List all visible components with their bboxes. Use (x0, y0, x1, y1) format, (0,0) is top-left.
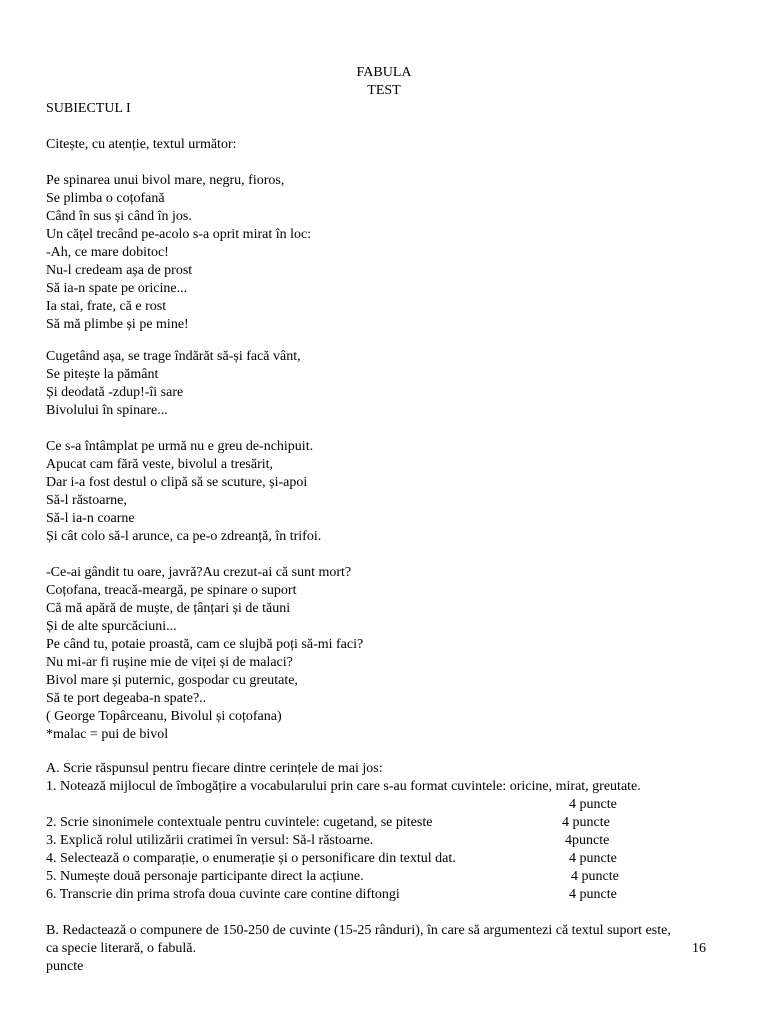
section-heading (46, 100, 736, 118)
poem-line: Să mă plimbe și pe mine! (46, 317, 189, 332)
task-item-6: 6. Transcrie din prima strofa doua cuvinte care contine diftongi (46, 887, 400, 902)
instruction (46, 136, 736, 154)
poem-line: Să-l ia-n coarne (46, 511, 135, 526)
poem-line: Bivolului în spinare... (46, 403, 168, 418)
poem-line: Că mă apără de muște, de țânțari și de tăuni (46, 601, 291, 616)
document-title: FABULA (356, 65, 412, 80)
section-b-line-2: ca specie literară, o fabulă. (46, 941, 197, 956)
section-b-points-word: puncte (46, 959, 84, 974)
task-item-3: 3. Explică rolul utilizării cratimei în versul: Să-l răstoarne. (46, 833, 374, 848)
task-points-3: 4puncte (565, 833, 610, 848)
poem-line: Nu mi-ar fi rușine mie de viței și de malaci? (46, 655, 293, 670)
poem-line: -Ce-ai gândit tu oare, javră?Au crezut-ai că sunt mort? (46, 565, 352, 580)
task-item-6-row (46, 886, 736, 904)
poem-stanza-3 (46, 438, 736, 546)
poem-stanza-4 (46, 564, 736, 744)
task-item-4-row (46, 850, 736, 868)
poem-source: ( George Topârceanu, Bivolul și coțofana) (46, 709, 282, 724)
poem-line: Bivol mare și puternic, gospodar cu greutate, (46, 673, 298, 688)
poem-line: Se plimba o coțofană (46, 191, 165, 206)
document-subtitle: TEST (367, 83, 401, 98)
poem-line: Pe spinarea unui bivol mare, negru, fioros, (46, 173, 285, 188)
task-item-5-row (46, 868, 736, 886)
task-item-5: 5. Numește două personaje participante direct la acțiune. (46, 869, 364, 884)
poem-line: Dar i-a fost destul o clipă să se scuture, și-apoi (46, 475, 308, 490)
task-points-6: 4 puncte (569, 887, 617, 902)
poem-line: Nu-l credeam așa de prost (46, 263, 193, 278)
poem-line: Ia stai, frate, că e rost (46, 299, 167, 314)
poem-line: -Ah, ce mare dobitoc! (46, 245, 169, 260)
task-item-1: 1. Notează mijlocul de îmbogățire a vocabularului prin care s-au format cuvintele: oricine, mirat, greutate. (46, 779, 641, 794)
section-b-points-number: 16 (692, 941, 706, 956)
section-b (46, 922, 761, 976)
section-a (46, 760, 736, 796)
task-item-4: 4. Selectează o comparație, o enumerație și o personificare din textul dat. (46, 851, 456, 866)
task-points-5: 4 puncte (571, 869, 619, 884)
task-points-1: 4 puncte (569, 797, 617, 812)
task-item-2: 2. Scrie sinonimele contextuale pentru cuvintele: cugetand, se piteste (46, 815, 433, 830)
poem-stanza-1 (46, 172, 736, 334)
poem-line: Să te port degeaba-n spate?.. (46, 691, 207, 706)
instruction-text: Citește, cu atenție, textul următor: (46, 137, 237, 152)
poem-line: Să-l răstoarne, (46, 493, 127, 508)
poem-line: Coțofana, treacă-meargă, pe spinare o suport (46, 583, 297, 598)
poem-line: Apucat cam fără veste, bivolul a tresărit, (46, 457, 274, 472)
glossary-note: *malac = pui de bivol (46, 727, 169, 742)
poem-line: Ce s-a întâmplat pe urmă nu e greu de-nchipuit. (46, 439, 314, 454)
poem-stanza-2 (46, 348, 736, 420)
poem-line: Și deodată -zdup!-îi sare (46, 385, 184, 400)
poem-line: Cugetând așa, se trage îndărăt să-și facă vânt, (46, 349, 301, 364)
section-b-line-1: B. Redactează o compunere de 150-250 de cuvinte (15-25 rânduri), în care să argumentezi că textul suport este, (46, 923, 671, 938)
task-item-2-row (46, 814, 736, 832)
poem-line: Se pitește la pământ (46, 367, 159, 382)
poem-line: Pe când tu, potaie proastă, cam ce slujbă poți să-mi faci? (46, 637, 364, 652)
poem-line: Un cățel trecând pe-acolo s-a oprit mirat în loc: (46, 227, 312, 242)
task-item-3-row (46, 832, 736, 850)
poem-line: Și de alte spurcăciuni... (46, 619, 177, 634)
poem-line: Când în sus și când în jos. (46, 209, 192, 224)
poem-line: Să ia-n spate pe oricine... (46, 281, 188, 296)
section-a-heading: A. Scrie răspunsul pentru fiecare dintre cerințele de mai jos: (46, 761, 383, 776)
poem-line: Și cât colo să-l arunce, ca pe-o zdreanță, în trifoi. (46, 529, 322, 544)
task-points-2: 4 puncte (562, 815, 610, 830)
subject-label: SUBIECTUL I (46, 101, 131, 116)
task-points-4: 4 puncte (569, 851, 617, 866)
